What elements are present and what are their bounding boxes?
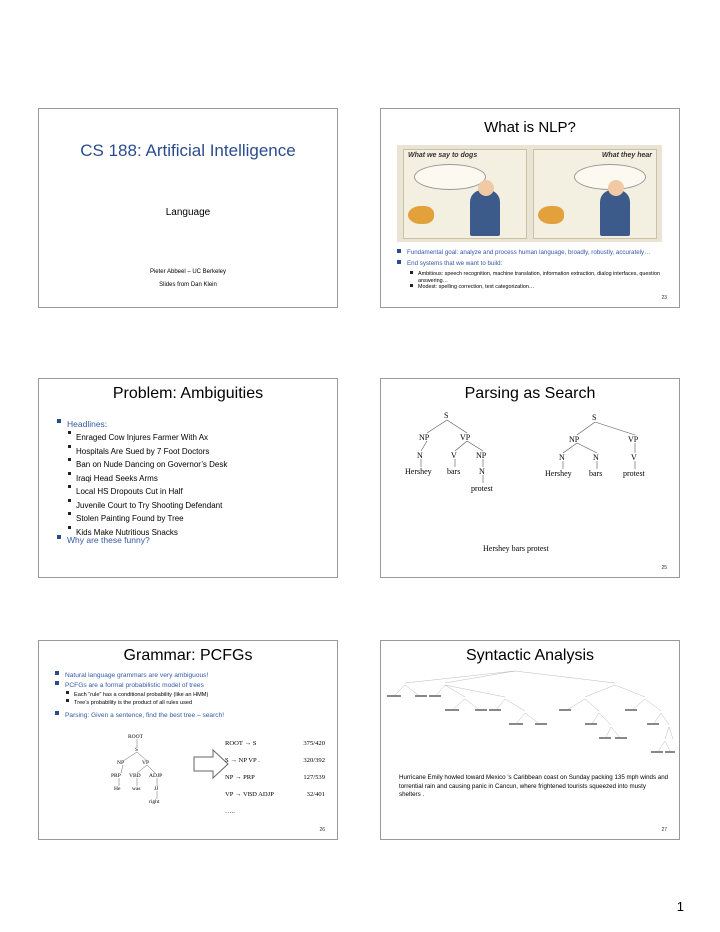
dog-head	[538, 206, 564, 224]
node-VP: VP	[460, 433, 471, 442]
nlp-sub-bullets	[409, 271, 664, 291]
node-V: V	[631, 453, 637, 462]
bullet-ambiguous: Natural language grammars are very ambiguous!	[53, 671, 333, 680]
sentence-caption: Hershey bars protest	[483, 544, 549, 553]
rule-row: S → NP VP . 320/392	[225, 757, 325, 764]
node-N: N	[593, 453, 599, 462]
sub-bullet-modest: Modest: spelling correction, text categorization…	[409, 284, 664, 291]
parse-tree-2	[541, 413, 671, 483]
node-N: N	[479, 467, 485, 476]
headline-item: Local HS Dropouts Cut in Half	[67, 485, 327, 499]
pcfg-bullets	[53, 671, 333, 690]
rule-row: …..	[225, 808, 235, 815]
headlines-label: Headlines:	[55, 419, 107, 429]
rule-row: VP → VBD ADJP 32/401	[225, 791, 325, 798]
node-JJ: JJ	[154, 786, 159, 792]
leaf-bars: bars	[447, 467, 461, 476]
headline-item: Hospitals Are Sued by 7 Foot Doctors	[67, 445, 327, 459]
page-number: 1	[676, 899, 684, 914]
slide-title: What is NLP?	[484, 119, 576, 136]
headlines-list	[67, 431, 327, 539]
parse-tree-1	[399, 411, 519, 501]
slide-number: 25	[661, 565, 667, 571]
node-NP: NP	[476, 451, 487, 460]
sub-bullet-tree-prob: Tree’s probability is the product of all rules used	[65, 699, 325, 707]
arrow-icon	[193, 749, 229, 779]
rule-row: NP → PRP 127/539	[225, 774, 325, 781]
headline-item: Ban on Nude Dancing on Governor’s Desk	[67, 458, 327, 472]
leaf-bars: bars	[589, 469, 603, 478]
node-N: N	[559, 453, 565, 462]
course-title: CS 188: Artificial Intelligence	[80, 141, 296, 160]
slide-title: Syntactic Analysis	[465, 647, 595, 664]
node-S: S	[135, 747, 139, 753]
node-ROOT: ROOT	[128, 734, 143, 740]
slide-what-is-nlp	[380, 108, 680, 308]
leaf-hershey: Hershey	[545, 469, 572, 478]
dog-head	[408, 206, 434, 224]
pcfg-example-tree	[109, 733, 199, 828]
large-parse-tree	[385, 669, 675, 769]
slide-ambiguities	[38, 378, 338, 578]
slide-title-page	[38, 108, 338, 308]
cartoon-right-panel	[533, 149, 657, 239]
person	[600, 190, 630, 236]
node-NP: NP	[419, 433, 430, 442]
leaf-was: was	[132, 786, 141, 792]
leaf-right: right	[149, 799, 160, 805]
slide-number: 23	[661, 295, 667, 301]
question-list	[55, 535, 150, 545]
leaf-hershey: Hershey	[405, 467, 432, 476]
credit: Slides from Dan Klein	[159, 282, 217, 288]
cartoon-right-caption: What they hear	[601, 152, 652, 159]
headline-item: Juvenile Court to Try Shooting Defendant	[67, 499, 327, 513]
rule-table	[225, 740, 325, 822]
headline-item: Iraqi Head Seeks Arms	[67, 472, 327, 486]
sub-bullet-ambitious: Ambitious: speech recognition, machine translation, information extraction, dialog interfaces, question answering…	[409, 271, 664, 284]
sub-bullet-rule-prob: Each “rule” has a conditional probability (like an HMM)	[65, 691, 325, 699]
slide-title: Problem: Ambiguities	[112, 385, 264, 402]
leaf-protest: protest	[471, 484, 493, 493]
cartoon-left-panel	[403, 149, 527, 239]
headlines-label-list	[55, 419, 107, 429]
speech-bubble	[414, 164, 486, 190]
headline-item: Kids Make Nutritious Snacks	[67, 526, 327, 540]
headline-item: Enraged Cow Injures Farmer With Ax	[67, 431, 327, 445]
person	[470, 190, 500, 236]
bullet-end-systems: End systems that we want to build:	[395, 260, 665, 268]
leaf-protest: protest	[623, 469, 645, 478]
node-PRP: PRP	[111, 773, 121, 779]
pcfg-last-bullet	[53, 711, 333, 720]
node-VP: VP	[142, 760, 150, 766]
cartoon-left-caption: What we say to dogs	[408, 152, 478, 159]
node-VP: VP	[628, 435, 639, 444]
node-VBD: VBD	[129, 773, 141, 779]
node-S: S	[444, 411, 449, 420]
person-head	[608, 180, 624, 196]
rule-row: ROOT → S 375/420	[225, 740, 325, 747]
slide-syntactic-analysis	[380, 640, 680, 840]
headline-item: Stolen Painting Found by Tree	[67, 512, 327, 526]
node-NP: NP	[569, 435, 580, 444]
bullet-goal: Fundamental goal: analyze and process human language, broadly, robustly, accurately…	[395, 249, 665, 257]
bullet-pcfg-model: PCFGs are a formal probabilistic model of trees	[53, 681, 333, 690]
node-NP: NP	[117, 760, 125, 766]
slide-parsing-search	[380, 378, 680, 578]
node-V: V	[451, 451, 457, 460]
nlp-bullets	[395, 249, 665, 268]
node-S: S	[592, 413, 597, 422]
slide-title: Grammar: PCFGs	[123, 647, 253, 664]
author: Pieter Abbeel – UC Berkeley	[149, 269, 227, 275]
slide-title: Parsing as Search	[464, 385, 596, 402]
person-head	[478, 180, 494, 196]
slide-pcfgs	[38, 640, 338, 840]
example-sentence: Hurricane Emily howled toward Mexico 's Caribbean coast on Sunday packing 135 mph winds and torrential rain and causing panic in Cancun, where frightened tourists squeezed into musty shelters .	[399, 774, 669, 798]
slide-number: 26	[319, 827, 325, 833]
slide-number: 27	[661, 827, 667, 833]
node-N: N	[417, 451, 423, 460]
bullet-parsing: Parsing: Given a sentence, find the best tree – search!	[53, 711, 333, 720]
pcfg-sub-bullets	[65, 691, 325, 707]
question: Why are these funny?	[55, 535, 150, 545]
node-ADJP: ADJP	[149, 773, 163, 779]
lecture-subtitle: Language	[165, 207, 211, 218]
cartoon-image	[397, 145, 662, 242]
leaf-he: He	[114, 786, 121, 792]
